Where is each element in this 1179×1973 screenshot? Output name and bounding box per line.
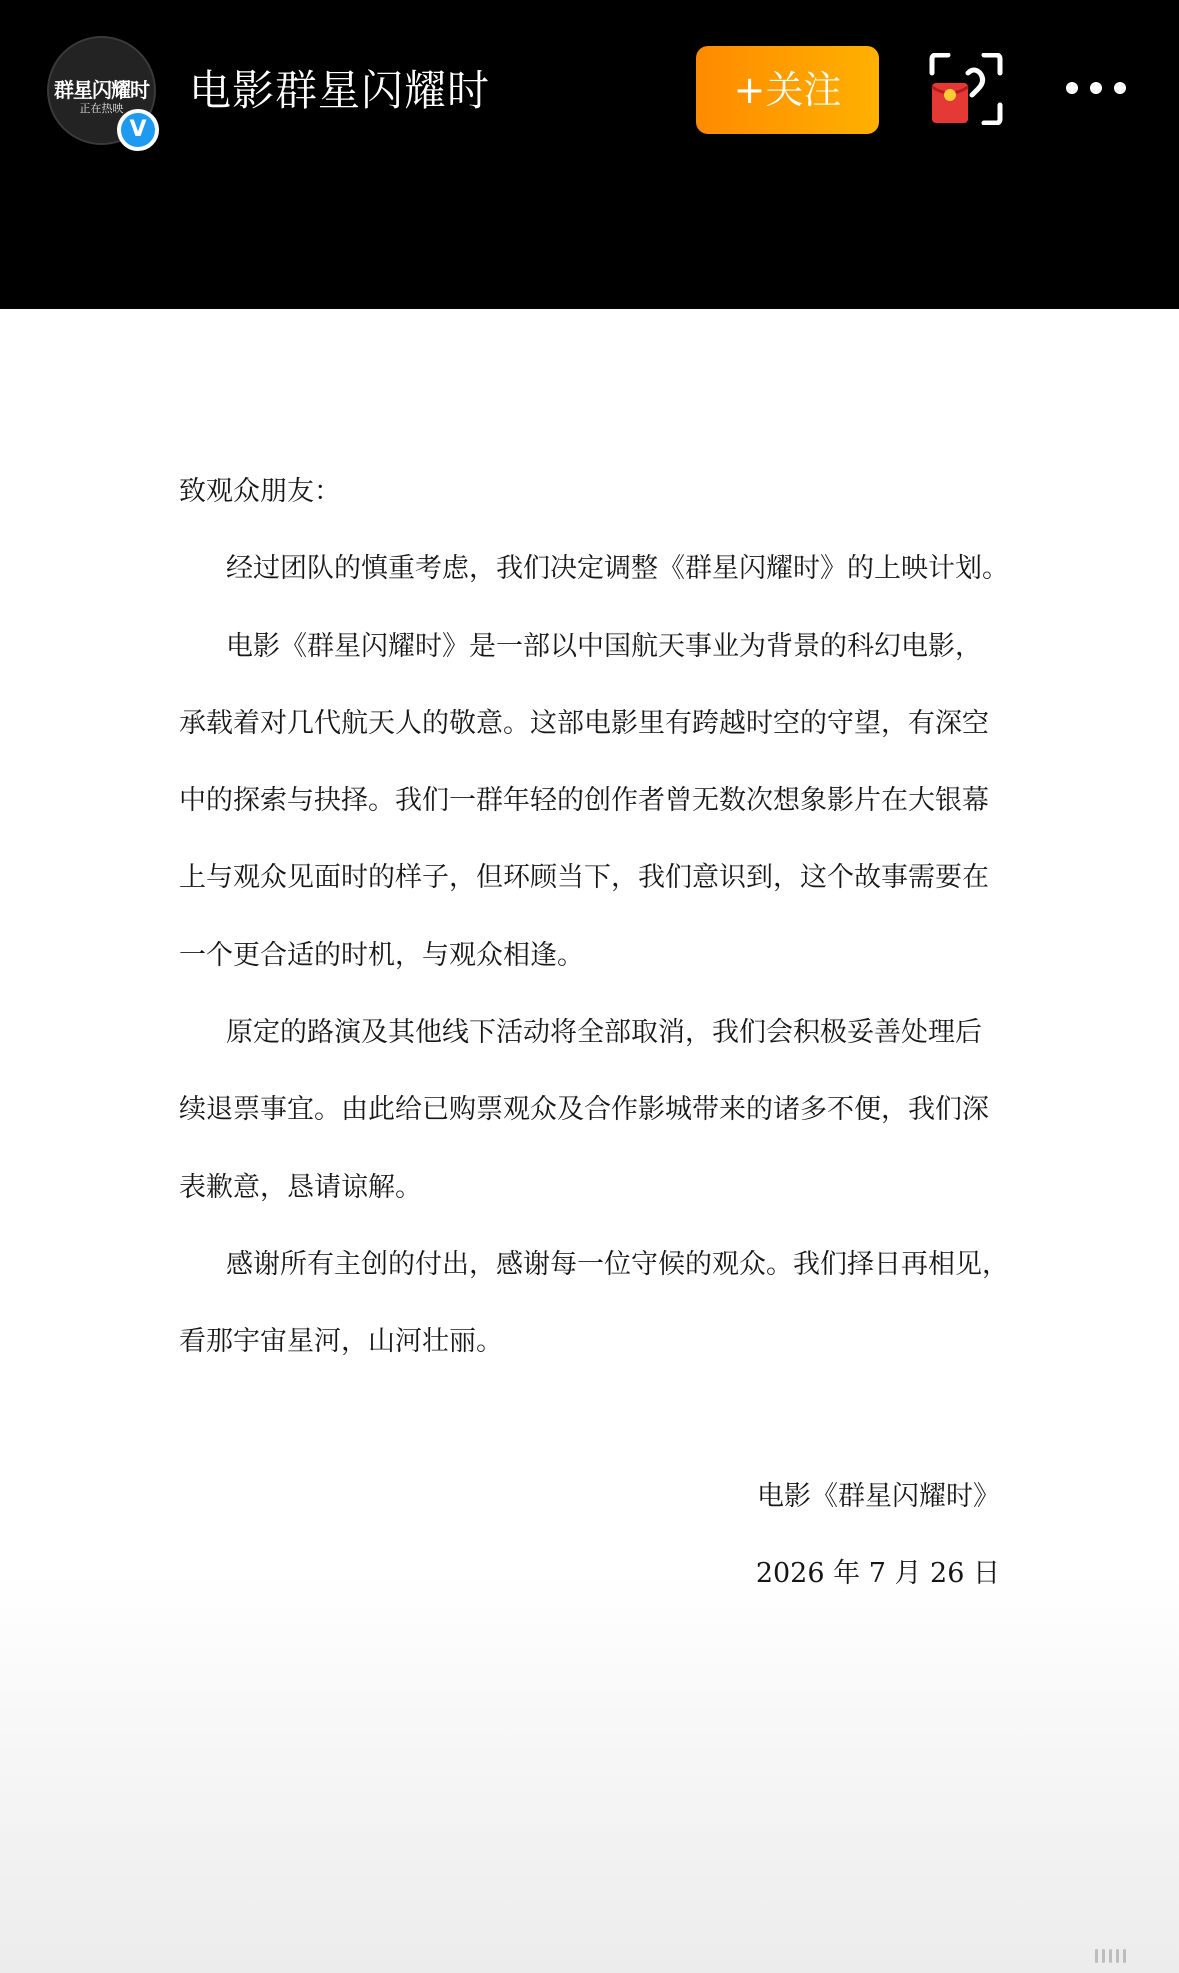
verified-badge-icon: V <box>117 109 159 151</box>
top-bar <box>0 0 1179 309</box>
red-packet-scan-icon[interactable] <box>928 53 1004 125</box>
letter-line: 承载着对几代航天人的敬意。这部电影里有跨越时空的守望，有深空 <box>179 708 989 739</box>
letter-line: 一个更合适的时机，与观众相逢。 <box>179 940 584 971</box>
letter-greeting: 致观众朋友： <box>179 476 341 507</box>
letter-line: 中的探索与抉择。我们一群年轻的创作者曾无数次想象影片在大银幕 <box>179 785 989 816</box>
letter-line: 看那宇宙星河，山河壮丽。 <box>179 1326 503 1357</box>
letter-line: 续退票事宜。由此给已购票观众及合作影城带来的诸多不便，我们深 <box>179 1094 989 1125</box>
letter-line: 经过团队的慎重考虑，我们决定调整《群星闪耀时》的上映计划。 <box>226 553 1009 584</box>
account-name[interactable]: 电影群星闪耀时 <box>189 66 491 115</box>
letter-signature: 电影《群星闪耀时》 <box>757 1481 1000 1512</box>
letter-line: 电影《群星闪耀时》是一部以中国航天事业为背景的科幻电影， <box>226 631 982 662</box>
letter-line: 上与观众见面时的样子，但环顾当下，我们意识到，这个故事需要在 <box>179 862 989 893</box>
letter-date: 2026 年 7 月 26 日 <box>755 1558 1000 1589</box>
letter-line: 感谢所有主创的付出，感谢每一位守候的观众。我们择日再相见， <box>226 1249 1009 1280</box>
letter-line: 原定的路演及其他线下活动将全部取消，我们会积极妥善处理后 <box>226 1017 982 1048</box>
more-icon[interactable] <box>1062 72 1130 106</box>
letter-line: 表歉意，恳请谅解。 <box>179 1172 422 1203</box>
follow-button[interactable]: +关注 <box>696 46 879 134</box>
avatar-subtitle: 正在热映 <box>79 102 124 115</box>
avatar-title: 群星闪耀时 <box>54 78 149 102</box>
scroll-indicator-icon[interactable] <box>1093 1946 1129 1966</box>
